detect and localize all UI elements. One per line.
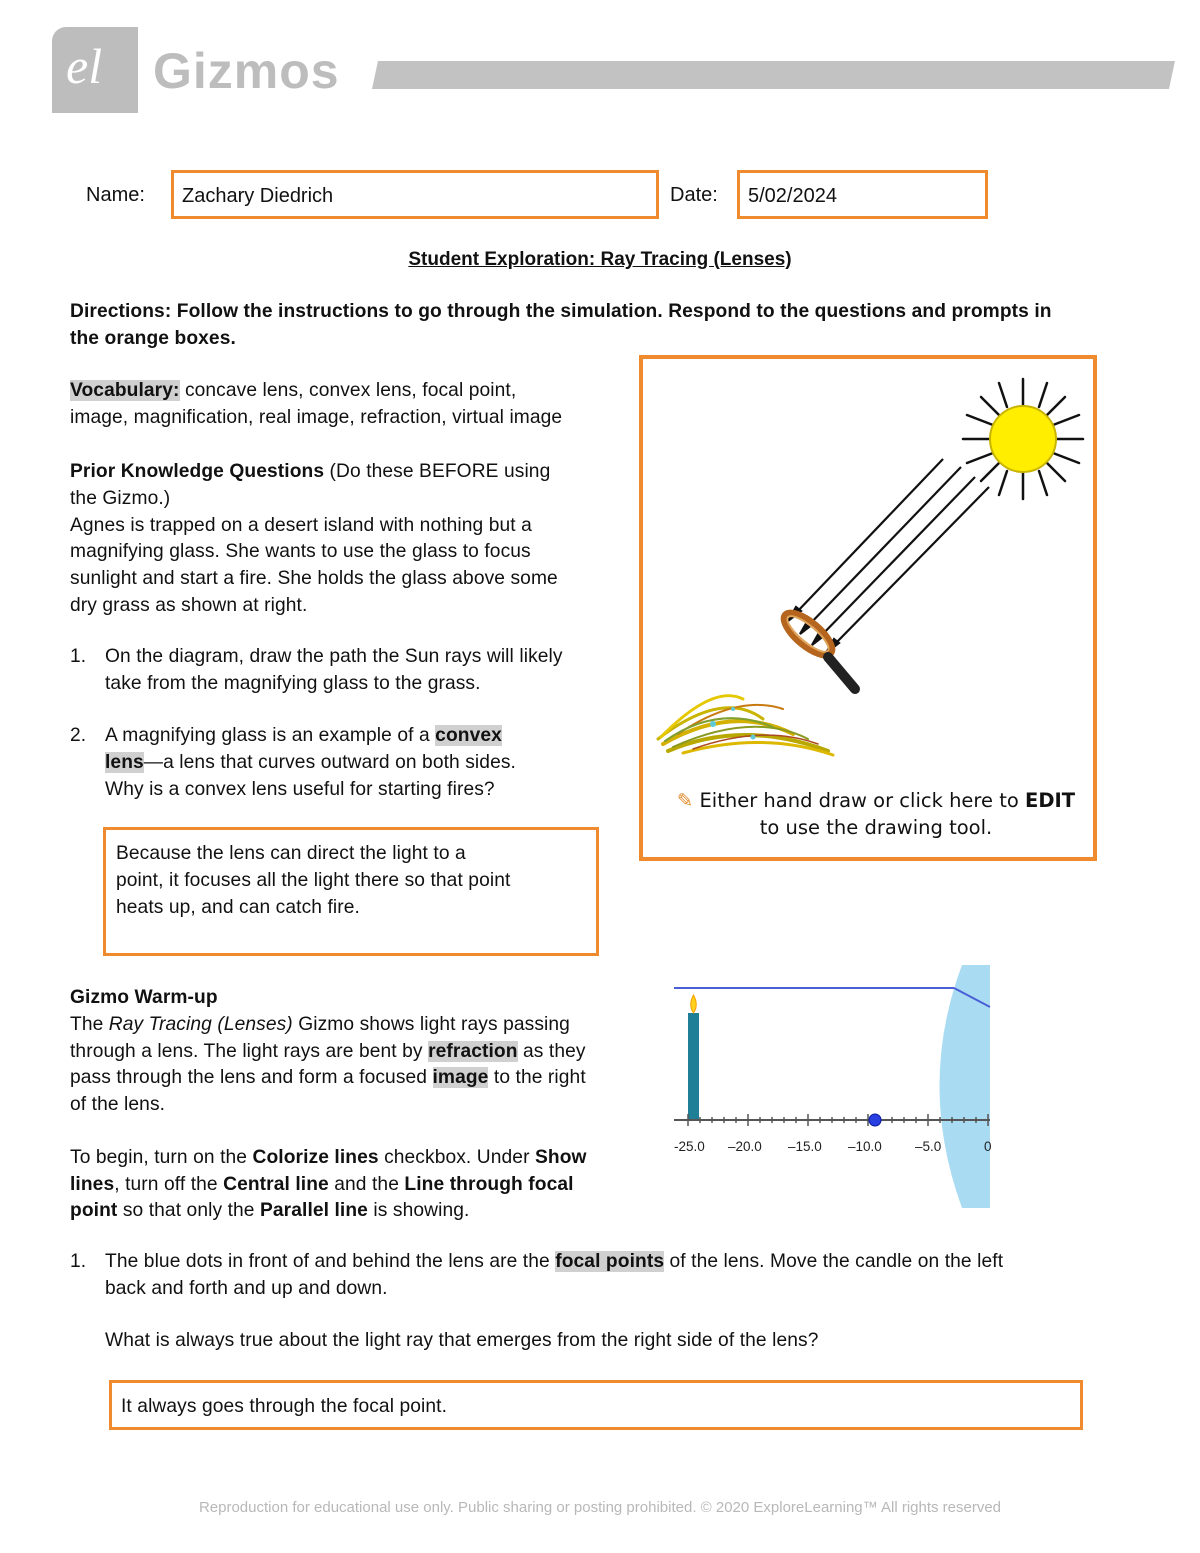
warmup-heading: Gizmo Warm-up: [70, 987, 218, 1008]
warmup-text: pass through the lens and form a focused: [70, 1067, 433, 1089]
footer-copyright: Reproduction for educational use only. Public sharing or posting prohibited. © 2020 ExploreLearning™ All rights reserved: [198, 1499, 1002, 1516]
question-prompt: What is always true about the light ray that emerges from the right side of the lens?: [105, 1330, 819, 1352]
warmup-text: to the right: [488, 1067, 586, 1089]
sun-lens-diagram: [643, 359, 1093, 857]
candle-icon: [688, 995, 699, 1119]
header-bar: [372, 61, 1175, 89]
question-text: of the lens. Move the candle on the left: [664, 1251, 1004, 1272]
warmup-text: Gizmo shows light rays passing: [292, 1013, 570, 1035]
gizmo-lens-diagram: [672, 965, 990, 1208]
term-refraction: refraction: [428, 1040, 518, 1062]
question-line: back and forth and up and down.: [105, 1277, 388, 1299]
term-parallel-line: Parallel line: [260, 1200, 368, 1222]
term-convex: convex: [435, 725, 502, 746]
pk-question-2: [70, 723, 630, 803]
intro-line: dry grass as shown at right.: [70, 594, 308, 616]
answer-box-q2[interactable]: [103, 827, 599, 956]
logo-mark: [52, 27, 138, 113]
date-value: 5/02/2024: [748, 185, 837, 207]
warmup-text: To begin, turn on the: [70, 1146, 253, 1168]
warmup-text: so that only the: [117, 1200, 260, 1222]
answer-line: Because the lens can direct the light to a: [116, 843, 466, 864]
page-title: Student Exploration: Ray Tracing (Lenses): [408, 249, 792, 270]
answer-box-q1[interactable]: [109, 1380, 1083, 1430]
vocabulary-label: Vocabulary:: [70, 380, 180, 401]
tick-label: –10.0: [848, 1139, 882, 1154]
answer-line: point, it focuses all the light there so that point: [116, 869, 511, 891]
question-number: 1.: [70, 1251, 87, 1272]
pencil-icon: ✎: [676, 789, 694, 812]
question-line: On the diagram, draw the path the Sun rays will likely: [105, 646, 563, 667]
term-colorize-lines: Colorize lines: [252, 1146, 379, 1168]
question-text: A magnifying glass is an example of a: [105, 725, 436, 746]
prior-knowledge-note: (Do these BEFORE using: [324, 461, 551, 482]
date-field[interactable]: [737, 170, 988, 219]
term-focal-points: focal points: [555, 1251, 665, 1272]
focal-point-dot: [869, 1114, 881, 1126]
warmup-text: and the: [328, 1173, 405, 1195]
name-value: Zachary Diedrich: [182, 185, 334, 207]
brand-name: Gizmos: [153, 43, 340, 99]
term-point: point: [70, 1200, 118, 1222]
answer-text: It always goes through the focal point.: [121, 1396, 448, 1417]
warmup-text: through a lens. The light rays are bent by: [70, 1040, 429, 1062]
directions: Directions: Follow the instructions to go through the simulation. Respond to the questions and prompts in the orange boxes.: [70, 301, 1052, 349]
term-show: Show: [534, 1146, 587, 1168]
tick-label: 0: [984, 1139, 992, 1154]
prior-knowledge-heading: Prior Knowledge Questions: [70, 461, 325, 482]
warmup-text: is showing.: [367, 1200, 470, 1222]
term-line-through-focal: Line through focal: [404, 1173, 574, 1195]
prior-knowledge-note-2: the Gizmo.): [70, 487, 171, 509]
edit-link[interactable]: EDIT: [1025, 789, 1076, 812]
vocabulary-line-1: concave lens, convex lens, focal point,: [179, 380, 517, 401]
logo-glyph: el: [66, 38, 103, 94]
prior-knowledge: [70, 459, 630, 620]
warmup-text: as they: [517, 1040, 586, 1062]
intro-line: sunlight and start a fire. She holds the glass above some: [70, 568, 558, 590]
gizmo-title: Ray Tracing (Lenses): [108, 1013, 293, 1035]
warmup-text: checkbox. Under: [378, 1146, 535, 1168]
question-line: Why is a convex lens useful for starting fires?: [105, 778, 495, 800]
intro-line: Agnes is trapped on a desert island with nothing but a: [70, 514, 532, 536]
term-lines: lines: [70, 1173, 115, 1195]
vocabulary-line-2: image, magnification, real image, refraction, virtual image: [70, 406, 563, 428]
vocabulary: [70, 378, 630, 432]
warmup-text: The: [70, 1013, 109, 1035]
question-number: 1.: [70, 646, 87, 667]
warmup-section: [70, 985, 660, 1225]
warmup-question-1: [70, 1249, 1130, 1355]
question-number: 2.: [70, 725, 87, 746]
tick-label: –15.0: [788, 1139, 822, 1154]
question-text: —a lens that curves outward on both sides.: [143, 751, 516, 773]
name-field[interactable]: [171, 170, 659, 219]
date-label: Date:: [670, 184, 718, 206]
caption-text-2: to use the drawing tool.: [759, 816, 993, 839]
question-line: take from the magnifying glass to the grass.: [105, 672, 481, 694]
tick-label: –5.0: [915, 1139, 942, 1154]
answer-line: heats up, and can catch fire.: [116, 896, 360, 918]
caption-text: Either hand draw or click here to: [699, 789, 1025, 812]
tick-label: –20.0: [728, 1139, 762, 1154]
lens-shape: [940, 965, 991, 1208]
intro-line: magnifying glass. She wants to use the glass to focus: [70, 541, 531, 563]
tick-label: -25.0: [674, 1139, 705, 1154]
gizmo-screenshot: [672, 965, 990, 1208]
name-label: Name:: [86, 184, 145, 206]
term-central-line: Central line: [223, 1173, 329, 1195]
drawing-panel[interactable]: [639, 355, 1097, 861]
term-lens: lens: [105, 751, 144, 773]
warmup-text: of the lens.: [70, 1094, 166, 1116]
pk-question-1: [70, 644, 630, 698]
question-text: The blue dots in front of and behind the lens are the: [105, 1251, 556, 1272]
dry-grass-icon: [658, 696, 833, 755]
sun-icon: [963, 379, 1083, 499]
term-image: image: [432, 1067, 489, 1089]
warmup-text: , turn off the: [114, 1173, 224, 1195]
drawing-caption[interactable]: [671, 787, 1081, 841]
